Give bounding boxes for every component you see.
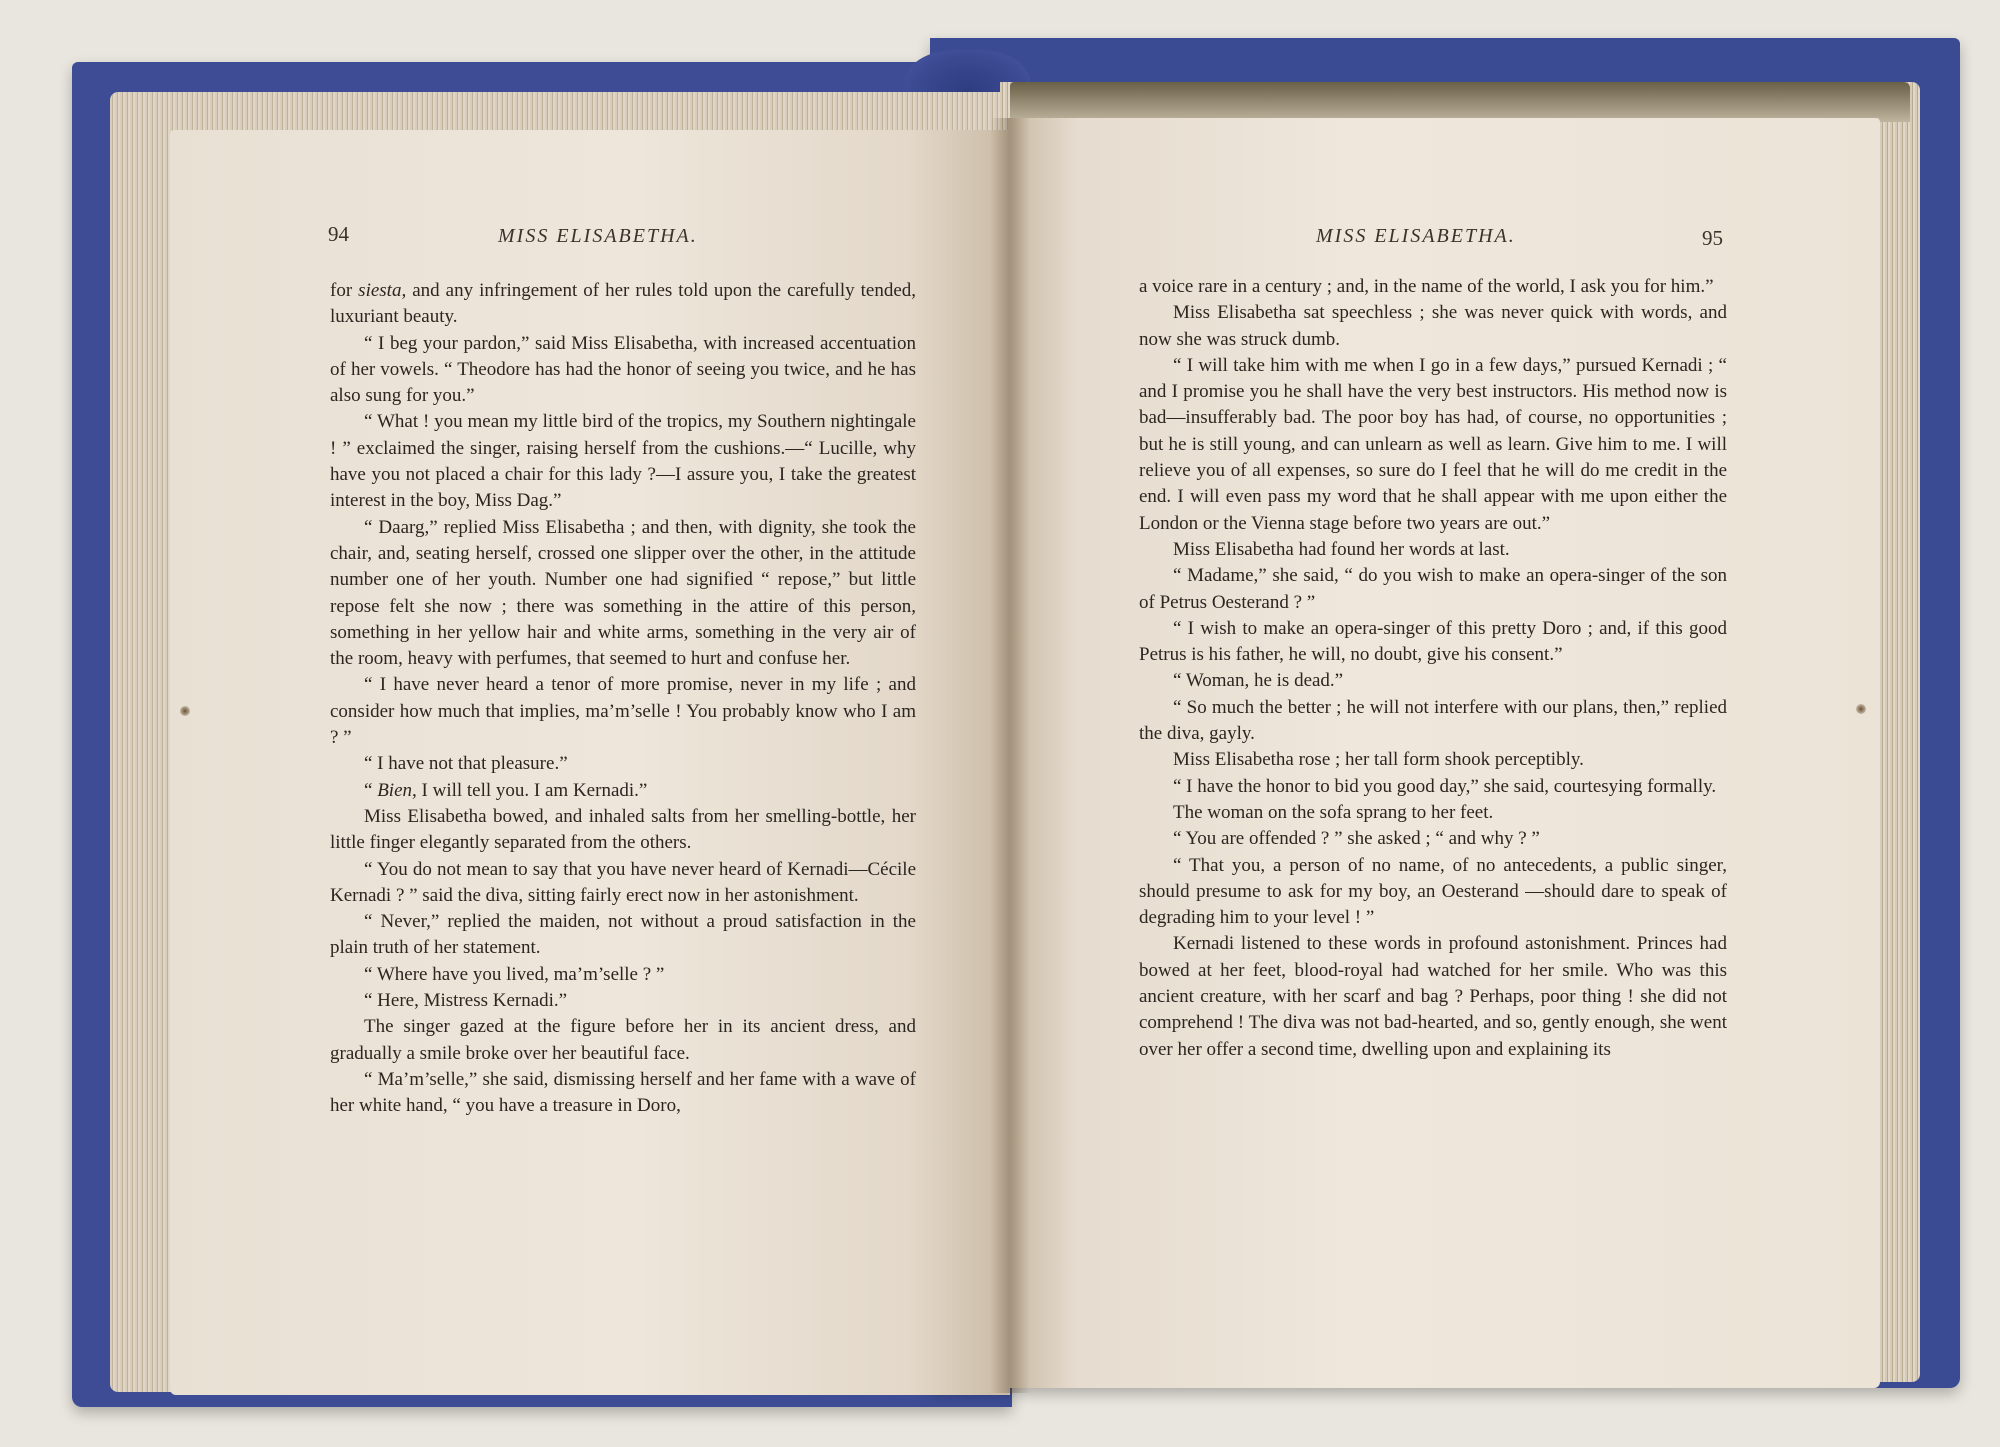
text-run: “ Daarg,” replied Miss Elisabetha ; and then, with dignity, she took the chair, and, seating herself, crossed one slipper over the other, in the attitude number one of her youth. Number one had signified “ repose,” but little repose felt she now ; there was something in the attire of this person, something in her yellow hair and white arms, something in the very air of the room, heavy with perfumes, that seemed to hurt and confuse her.: [330, 516, 916, 670]
right-running-head: MISS ELISABETHA.: [1316, 225, 1516, 247]
text-run: “ I have never heard a tenor of more promise, never in my life ; and consider how much that implies, ma’m’selle ! You probably know who I am ? ”: [330, 674, 916, 749]
text-run: for: [330, 280, 359, 301]
paragraph: [1139, 931, 1727, 1062]
text-run: “ Here, Mistress Kernadi.”: [364, 990, 568, 1012]
page-edges-top: [1010, 82, 1910, 122]
paragraph: [330, 778, 916, 804]
text-run: “ Never,” replied the maiden, not without a proud satisfaction in the plain truth of her statement.: [330, 911, 916, 959]
paragraph: [330, 1014, 916, 1067]
text-run: and any infringement of her rules told upon the carefully tended, luxuriant beauty.: [330, 280, 917, 328]
paragraph: [1139, 537, 1727, 563]
text-run: “ You are offended ? ” she asked ; “ and why ? ”: [1173, 828, 1540, 850]
text-run: “ I have the honor to bid you good day,” she said, courtesying formally.: [1173, 775, 1717, 797]
paragraph: [1139, 695, 1727, 748]
text-run: “ I wish to make an opera-singer of this pretty Doro ; and, if this good Petrus is his father, he will, no doubt, give his consent.”: [1139, 617, 1727, 666]
paragraph: [330, 409, 916, 514]
paragraph: [330, 751, 916, 777]
right-page-number: 95: [1702, 226, 1723, 250]
paragraph: [1139, 668, 1727, 694]
right-page-text: [1139, 274, 1727, 1063]
paragraph: [1139, 800, 1727, 826]
text-run: Miss Elisabetha bowed, and inhaled salts from her smelling-bottle, her little finger elegantly separated from the others.: [330, 805, 916, 854]
paragraph: [1139, 300, 1727, 353]
left-running-head: MISS ELISABETHA.: [498, 225, 698, 247]
text-run: “: [364, 779, 378, 801]
paragraph: [1139, 563, 1727, 616]
left-page-text: [330, 278, 916, 1120]
paragraph: [1139, 747, 1727, 773]
text-run: Miss Elisabetha sat speechless ; she was never quick with words, and now she was struck dumb.: [1139, 302, 1727, 350]
paragraph: [330, 962, 916, 988]
italic-text: Bien,: [377, 779, 417, 801]
text-run: Miss Elisabetha rose ; her tall form shook perceptibly.: [1173, 749, 1584, 771]
paragraph: [1139, 274, 1727, 300]
text-run: “ That you, a person of no name, of no antecedents, a public singer, should presume to ask for my boy, an Oesterand —should dare to speak of degrading him to your level ! ”: [1139, 854, 1727, 929]
paragraph: [1139, 853, 1727, 932]
paragraph: [1139, 616, 1727, 669]
text-run: “ You do not mean to say that you have never heard of Kernadi—Cécile Kernadi ? ” said the diva, sitting fairly erect now in her astonishment.: [330, 858, 916, 906]
left-page-number: 94: [328, 222, 349, 246]
text-run: Kernadi listened to these words in profound astonishment. Princes had bowed at her feet, blood-royal had watched for her smile. Who was this ancient creature, with her scarf and bag ? Perhaps, poor thing ! she did not comprehend ! The diva was not bad-hearted, and so, gently enough, she went over her offer a second time, dwelling upon and explaining its: [1139, 933, 1727, 1060]
paragraph: [330, 909, 916, 962]
paragraph: [1139, 353, 1727, 537]
text-run: a voice rare in a century ; and, in the name of the world, I ask you for him.”: [1139, 276, 1714, 297]
text-run: “ So much the better ; he will not interfere with our plans, then,” replied the diva, gayly.: [1139, 696, 1727, 745]
paragraph: [1139, 774, 1727, 800]
text-run: “ Woman, he is dead.”: [1173, 670, 1344, 692]
foxing-spot: [180, 706, 190, 716]
paragraph: [330, 672, 916, 751]
text-run: The singer gazed at the figure before her in its ancient dress, and gradually a smile broke over her beautiful face.: [330, 1016, 916, 1064]
paragraph: [330, 515, 916, 673]
text-run: The woman on the sofa sprang to her feet.: [1173, 801, 1494, 823]
paragraph: [330, 804, 916, 857]
paragraph: [330, 857, 916, 910]
foxing-spot: [1856, 704, 1866, 714]
text-run: “ What ! you mean my little bird of the tropics, my Southern nightingale ! ” exclaimed the singer, raising herself from the cushions.—“ Lucille, why have you not placed a chair for this lady ?—I assure you, I take the greatest interest in the boy, Miss Dag.”: [330, 411, 916, 512]
text-run: “ I will take him with me when I go in a few days,” pursued Kernadi ; “ and I promise you he shall have the very best instructors. His method now is bad—insufferably bad. The poor boy has had, of course, no opportunities ; but he is still young, and can unlearn as well as learn. Give him to me. I will relieve you of all expenses, so sure do I feel that he will do me credit in the end. I will even pass my word that he shall appear with me upon either the London or the Vienna stage before two years are out.”: [1139, 354, 1727, 534]
paragraph: [330, 331, 916, 410]
paragraph: [330, 278, 916, 331]
text-run: “ Where have you lived, ma’m’selle ? ”: [364, 963, 665, 985]
paragraph: [1139, 826, 1727, 852]
text-run: “ I have not that pleasure.”: [364, 753, 568, 775]
paragraph: [330, 988, 916, 1014]
text-run: “ I beg your pardon,” said Miss Elisabetha, with increased accentuation of her vowels. “ Theodore has had the honor of seeing you twice, and he has also sung for you.”: [330, 332, 916, 407]
paragraph: [330, 1067, 916, 1120]
text-run: I will tell you. I am Kernadi.”: [416, 779, 648, 801]
book-gutter: [990, 118, 1030, 1393]
text-run: “ Ma’m’selle,” she said, dismissing herself and her fame with a wave of her white hand, “ you have a treasure in Doro,: [330, 1068, 916, 1117]
text-run: “ Madame,” she said, “ do you wish to make an opera-singer of the son of Petrus Oesterand ? ”: [1139, 565, 1727, 613]
italic-text: siesta,: [358, 280, 407, 301]
text-run: Miss Elisabetha had found her words at last.: [1173, 538, 1510, 560]
